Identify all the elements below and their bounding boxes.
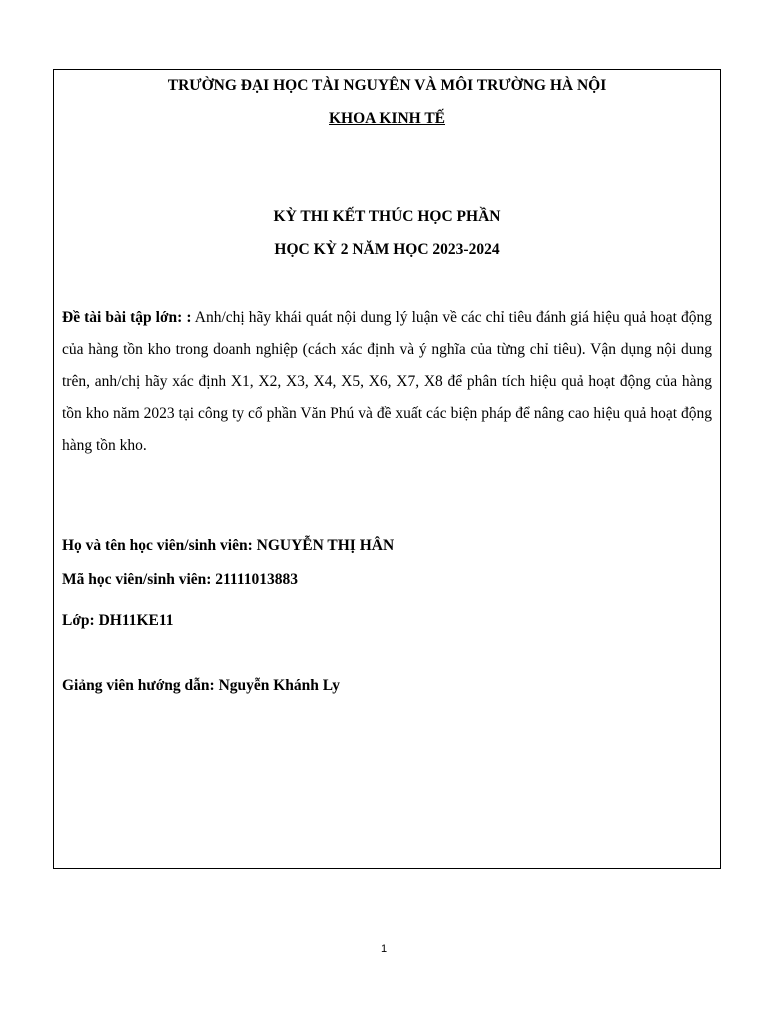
supervisor: Giảng viên hướng dẫn: Nguyễn Khánh Ly [62, 677, 341, 694]
topic-text: Anh/chị hãy khái quát nội dung lý luận về các chỉ tiêu đánh giá hiệu quả hoạt động của hàng tồn kho trong doanh nghiệp (cách xác định và ý nghĩa của từng chỉ tiêu). Vận dụng nội dung trên, anh/chị hãy xác định X1, X2, X3, X4, X5, X6, X7, X8 để phân tích hiệu quả hoạt động của hàng tồn kho năm 2023 tại công ty cổ phần Văn Phú và đề xuất các biện pháp để nâng cao hiệu quả hoạt động hàng tồn kho. [62, 309, 712, 454]
topic-paragraph [62, 302, 712, 462]
faculty-name: KHOA KINH TẾ [329, 110, 445, 127]
university-name: TRƯỜNG ĐẠI HỌC TÀI NGUYÊN VÀ MÔI TRƯỜNG HÀ NỘI [167, 77, 607, 94]
page-number: 1 [380, 943, 388, 955]
student-name: Họ và tên học viên/sinh viên: NGUYỄN THỊ HÂN [62, 537, 395, 554]
cover-frame [53, 69, 721, 869]
student-id: Mã học viên/sinh viên: 21111013883 [62, 571, 298, 588]
student-class: Lớp: DH11KE11 [62, 612, 174, 629]
exam-semester: HỌC KỲ 2 NĂM HỌC 2023-2024 [274, 241, 500, 258]
faculty-line [54, 109, 720, 129]
topic-label: Đề tài bài tập lớn: : [62, 309, 192, 326]
exam-title: KỲ THI KẾT THÚC HỌC PHẦN [273, 208, 501, 225]
